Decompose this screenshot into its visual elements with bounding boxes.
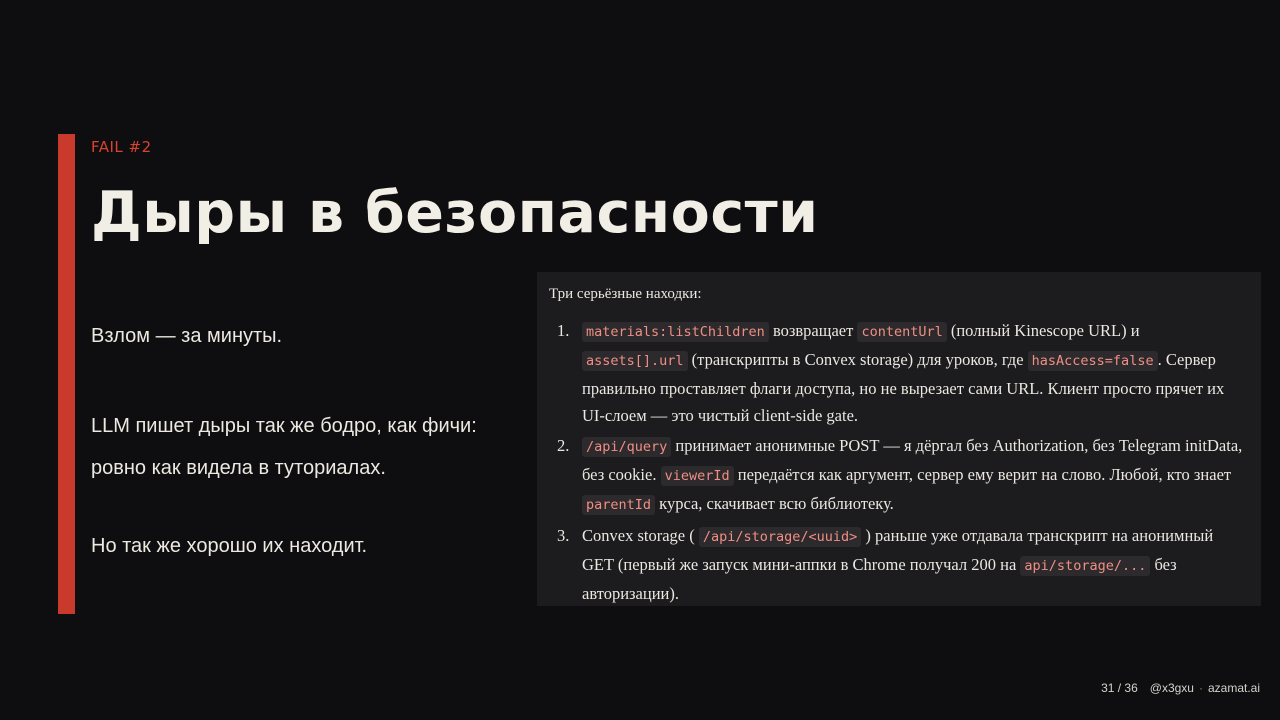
inline-code: viewerId bbox=[661, 466, 734, 486]
slide-title: Дыры в безопасности bbox=[91, 180, 819, 246]
finding-text: Convex storage ( bbox=[582, 526, 699, 545]
findings-heading: Три серьёзные находки: bbox=[549, 286, 702, 302]
finding-item bbox=[549, 432, 1243, 519]
finding-number: 1. bbox=[557, 321, 570, 340]
inline-code: parentId bbox=[582, 495, 655, 515]
body-paragraph: Но так же хорошо их находит. bbox=[91, 535, 368, 557]
finding-text: принимает анонимные POST — я дёргал без Authorization, без Telegram initData, без cookie. bbox=[582, 436, 1243, 484]
body-paragraph: Взлом — за минуты. bbox=[91, 325, 283, 347]
site-link: azamat.ai bbox=[1207, 681, 1260, 695]
finding-number: 3. bbox=[557, 526, 570, 545]
inline-code: assets[].url bbox=[582, 351, 688, 371]
finding-text: курса, скачивает всю библиотеку. bbox=[655, 494, 894, 513]
finding-item bbox=[549, 317, 1243, 429]
inline-code: hasAccess=false bbox=[1028, 351, 1158, 371]
footer-separator: · bbox=[1198, 681, 1203, 695]
finding-number: 2. bbox=[557, 436, 570, 455]
inline-code: api/storage/... bbox=[1020, 556, 1150, 576]
finding-text: возвращает bbox=[768, 321, 858, 340]
finding-text: передаётся как аргумент, сервер ему верит на слово. Любой, кто знает bbox=[733, 465, 1232, 484]
slide-footer bbox=[1101, 681, 1260, 695]
findings-list bbox=[549, 317, 1243, 607]
inline-code: /api/storage/<uuid> bbox=[699, 527, 861, 547]
accent-bar bbox=[58, 134, 75, 614]
finding-text: . Сервер правильно проставляет флаги доступа, но не вырезает сами URL. Клиент просто прячет их UI-слоем — это чистый client-side gate. bbox=[582, 350, 1225, 425]
finding-text: (полный Kinescope URL) и bbox=[946, 321, 1140, 340]
inline-code: materials:listChildren bbox=[582, 322, 769, 342]
finding-text: без авторизации). bbox=[582, 555, 1177, 603]
inline-code: /api/query bbox=[582, 437, 671, 457]
finding-item bbox=[549, 522, 1243, 607]
author-handle: @x3gxu bbox=[1149, 681, 1194, 695]
finding-text: ) раньше уже отдавала транскрипт на анонимный GET (первый же запуск мини-аппки в Chrome получал 200 на bbox=[582, 526, 1214, 574]
finding-text: (транскрипты в Convex storage) для уроков, где bbox=[687, 350, 1028, 369]
page-counter: 31 / 36 bbox=[1101, 681, 1138, 695]
body-paragraph: LLM пишет дыры так же бодро, как фичи: ровно как видела в туториалах. bbox=[91, 415, 477, 479]
findings-panel bbox=[537, 272, 1261, 606]
inline-code: contentUrl bbox=[857, 322, 946, 342]
slide-eyebrow: FAIL #2 bbox=[91, 138, 152, 156]
